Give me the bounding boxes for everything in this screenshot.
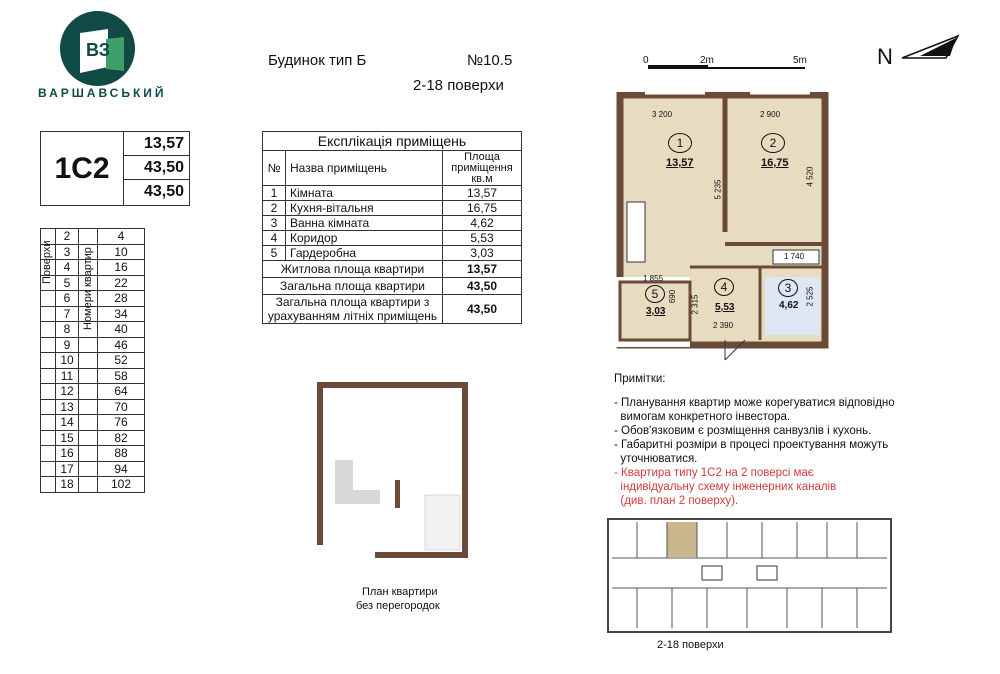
explication-row-area: 13,57 — [443, 186, 522, 201]
explication-total-area: 13,57 — [443, 261, 522, 278]
notes-block — [614, 372, 895, 508]
floors-row — [41, 399, 145, 415]
apartment-number: 40 — [98, 322, 145, 338]
scale-mid: 2m — [700, 55, 714, 66]
explication-total-name: Загальна площа квартири — [263, 278, 443, 295]
floors-column-label: Поверхи — [41, 240, 53, 284]
explication-row-area: 3,03 — [443, 246, 522, 261]
scale-bar — [640, 54, 815, 72]
floor-number: 3 — [56, 244, 79, 260]
note-red-line: - Квартира типу 1С2 на 2 поверсі має — [614, 467, 814, 479]
explication-row-no: 2 — [263, 201, 286, 216]
dim-1740: 1 740 — [784, 252, 805, 261]
open-floor-plan — [315, 380, 470, 565]
explication-title: Експлікація приміщень — [263, 132, 522, 151]
apartment-number: 70 — [98, 399, 145, 415]
explication-total-area: 43,50 — [443, 295, 522, 324]
floor-number: 15 — [56, 430, 79, 446]
col-no: № — [263, 151, 286, 186]
logo-letter-v: ВЗ — [86, 40, 111, 60]
apartment-number: 16 — [98, 260, 145, 276]
building-type: Будинок тип Б — [268, 52, 367, 69]
compass-north-label: N — [877, 44, 893, 69]
dim-top-right: 2 900 — [760, 110, 781, 119]
floor-number: 2 — [56, 229, 79, 245]
explication-total-row — [263, 261, 522, 278]
living-area-value: 13,57 — [124, 132, 190, 156]
col-name: Назва приміщень — [286, 151, 443, 186]
explication-table — [262, 131, 522, 324]
explication-row-no: 5 — [263, 246, 286, 261]
explication-row — [263, 186, 522, 201]
logo-icon — [60, 11, 135, 86]
room-2-number: 1 — [668, 133, 692, 153]
apartment-number: 88 — [98, 446, 145, 462]
dim-690: 690 — [668, 289, 678, 304]
floors-row — [41, 229, 145, 245]
floor-number: 14 — [56, 415, 79, 431]
apartment-number: 58 — [98, 368, 145, 384]
total-area-value: 43,50 — [124, 156, 190, 180]
apartment-type-box — [40, 131, 190, 206]
apartment-number: 28 — [98, 291, 145, 307]
floors-row — [41, 368, 145, 384]
explication-row — [263, 201, 522, 216]
floor-number: 9 — [56, 337, 79, 353]
open-plan-caption-1: План квартири — [362, 586, 438, 598]
explication-total-row — [263, 278, 522, 295]
explication-row-name: Гардеробна — [286, 246, 443, 261]
note-red-line: індивідуальну схему інженерних каналів — [614, 481, 837, 493]
floor-number: 5 — [56, 275, 79, 291]
explication-row — [263, 231, 522, 246]
note-red-line: (див. план 2 поверху). — [614, 495, 739, 507]
floors-row — [41, 446, 145, 462]
apartment-number: 64 — [98, 384, 145, 400]
apartment-number: 52 — [98, 353, 145, 369]
note-line: уточнюватися. — [614, 453, 698, 465]
room-4-number: 4 — [714, 278, 734, 296]
room-1-area: 16,75 — [761, 157, 789, 169]
open-plan-caption-2: без перегородок — [356, 600, 440, 612]
dim-2525: 2 525 — [805, 286, 815, 307]
explication-row — [263, 246, 522, 261]
floor-number: 10 — [56, 353, 79, 369]
scale-end: 5m — [793, 55, 807, 66]
dim-1855: 1 855 — [643, 274, 664, 283]
north-arrow-icon — [900, 30, 962, 62]
dim-2390: 2 390 — [713, 321, 734, 330]
apartment-number: 76 — [98, 415, 145, 431]
explication-total-row — [263, 295, 522, 324]
floor-number: 4 — [56, 260, 79, 276]
explication-row-name: Ванна кімната — [286, 216, 443, 231]
apartment-number: 22 — [98, 275, 145, 291]
dim-5235: 5 235 — [713, 179, 723, 200]
floors-row — [41, 337, 145, 353]
apartment-type-code: 1С2 — [54, 151, 110, 185]
room-1-number: 2 — [761, 133, 785, 153]
floors-row — [41, 477, 145, 493]
note-line: - Габаритні розміри в процесі проектування можуть — [614, 439, 889, 451]
floors-row — [41, 384, 145, 400]
explication-row-area: 5,53 — [443, 231, 522, 246]
building-floor-plan — [607, 518, 892, 633]
total-area-summer-value: 43,50 — [143, 183, 184, 200]
floor-number: 12 — [56, 384, 79, 400]
building-number: №10.5 — [467, 52, 513, 69]
explication-row-no: 1 — [263, 186, 286, 201]
floors-row — [41, 353, 145, 369]
apartment-number: 46 — [98, 337, 145, 353]
note-line: вимогам конкретного інвестора. — [614, 411, 791, 423]
floors-row — [41, 461, 145, 477]
explication-row-name: Коридор — [286, 231, 443, 246]
explication-row-name: Кімната — [286, 186, 443, 201]
floors-row — [41, 415, 145, 431]
room-3-area: 4,62 — [779, 300, 799, 311]
floor-number: 8 — [56, 322, 79, 338]
explication-row-area: 4,62 — [443, 216, 522, 231]
floor-number: 18 — [56, 477, 79, 493]
apartment-number: 10 — [98, 244, 145, 260]
floor-number: 7 — [56, 306, 79, 322]
dim-2315: 2 315 — [690, 294, 700, 315]
notes-title: Примітки: — [614, 373, 666, 385]
note-line: - Обов'язковим є розміщення санвузлів і кухонь. — [614, 425, 872, 437]
explication-total-area: 43,50 — [443, 278, 522, 295]
explication-row-no: 3 — [263, 216, 286, 231]
apartment-numbers-column-label: Номери квартир — [82, 247, 94, 330]
dim-top-left: 3 200 — [652, 110, 673, 119]
dim-4520: 4 520 — [805, 166, 815, 187]
explication-row-no: 4 — [263, 231, 286, 246]
floor-number: 6 — [56, 291, 79, 307]
floor-number: 16 — [56, 446, 79, 462]
apartment-number: 102 — [98, 477, 145, 493]
col-area: Площа приміщення кв.м — [443, 151, 522, 186]
room-5-number: 5 — [645, 285, 665, 303]
apartment-number: 34 — [98, 306, 145, 322]
room-4-area: 5,53 — [715, 302, 735, 313]
room-3-number: 3 — [778, 279, 798, 297]
floor-number: 11 — [56, 368, 79, 384]
room-2-area: 13,57 — [666, 157, 694, 169]
header-floors: 2-18 поверхи — [413, 77, 504, 94]
note-line: - Планування квартир може корегуватися відповідно — [614, 397, 895, 409]
floors-row — [41, 430, 145, 446]
apartment-number: 82 — [98, 430, 145, 446]
explication-total-name: Загальна площа квартири з урахуванням літніх приміщень — [263, 295, 443, 324]
apartment-number: 4 — [98, 229, 145, 245]
explication-total-name: Житлова площа квартири — [263, 261, 443, 278]
logo-name: ВАРШАВСЬКИЙ — [38, 86, 167, 100]
floor-number: 17 — [56, 461, 79, 477]
apartment-number: 94 — [98, 461, 145, 477]
floor-number: 13 — [56, 399, 79, 415]
floorplan-caption: 2-18 поверхи — [657, 639, 724, 651]
room-5-area: 3,03 — [646, 306, 666, 317]
explication-row-name: Кухня-вітальня — [286, 201, 443, 216]
explication-row — [263, 216, 522, 231]
scale-zero: 0 — [643, 55, 649, 66]
explication-row-area: 16,75 — [443, 201, 522, 216]
